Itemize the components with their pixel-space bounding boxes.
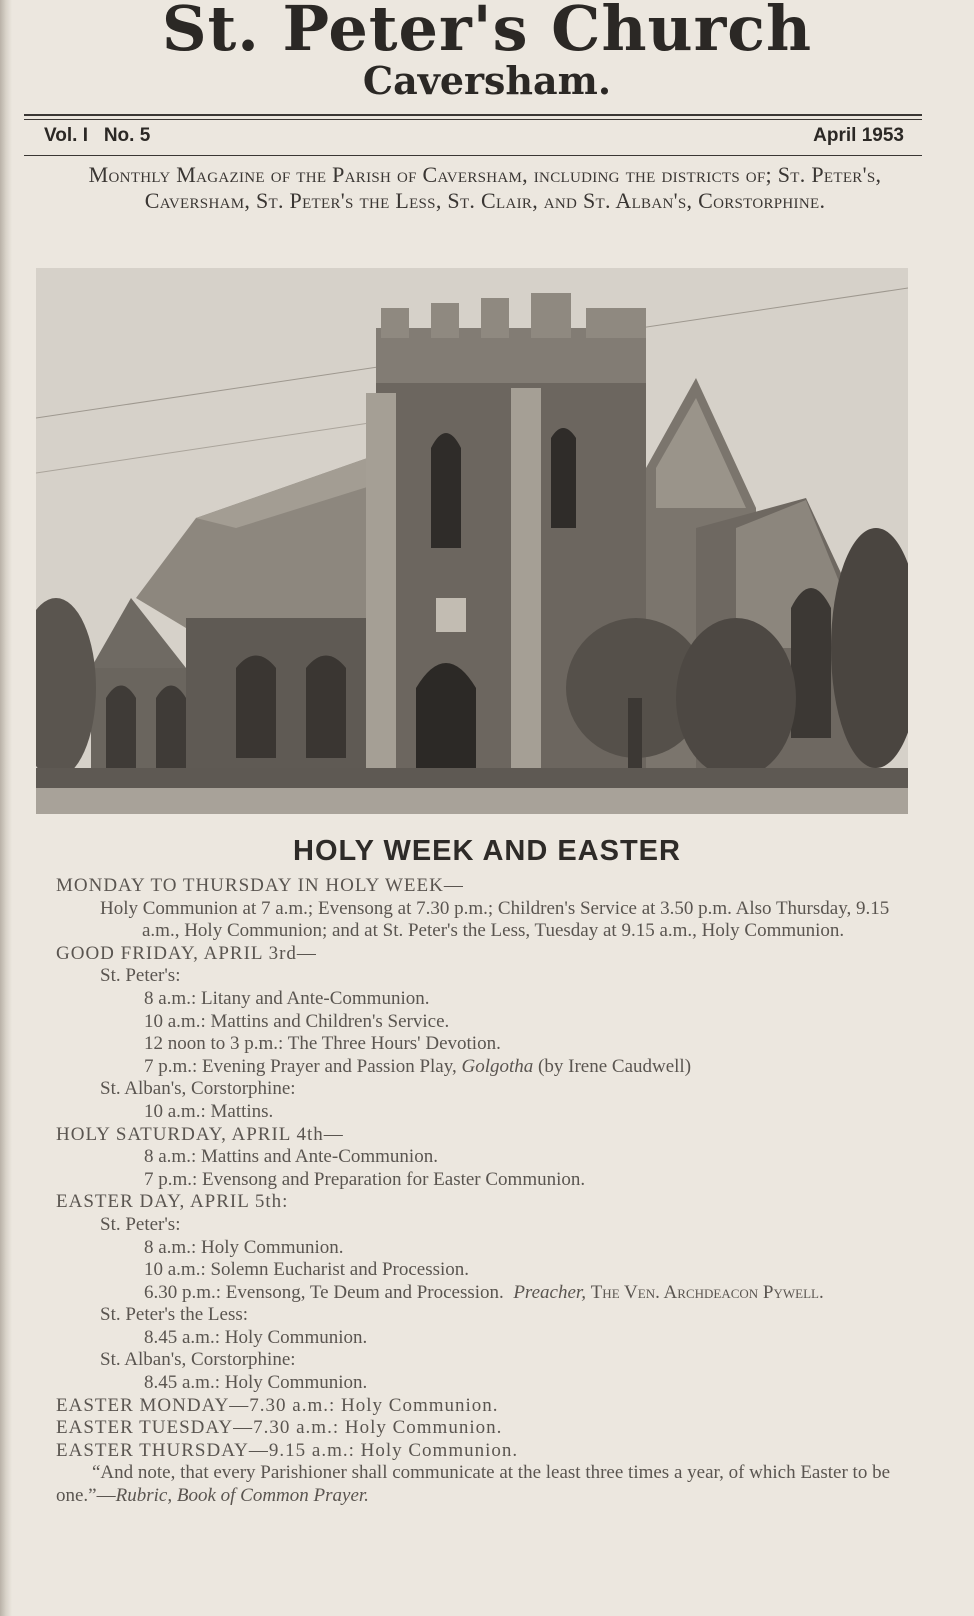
easter-tuesday: EASTER TUESDAY—7.30 a.m.: Holy Communion. [56, 1417, 503, 1439]
issue-number: No. 5 [103, 125, 151, 146]
issue-volume-number [44, 125, 150, 147]
easter-day-title: EASTER DAY, APRIL 5th: [56, 1191, 289, 1213]
top-rule-thin [24, 119, 922, 120]
good-friday-evening [56, 1056, 906, 1079]
passion-play-title: Golgotha [461, 1055, 534, 1077]
good-friday-st-peters: St. Peter's: [100, 965, 181, 987]
good-friday-item-3: 12 noon to 3 p.m.: The Three Hours' Devotion. [144, 1033, 501, 1055]
preacher-label: Preacher, [513, 1281, 586, 1303]
good-friday-st-albans-item: 10 a.m.: Mattins. [144, 1100, 274, 1122]
magazine-description: Monthly Magazine of the Parish of Caversham, including the districts of; St. Peter's, Caversham, St. Peter's the Less, St. Clair, and St. Alban's, Corstorphine. [88, 162, 882, 213]
holy-saturday-item-2: 7 p.m.: Evensong and Preparation for Easter Communion. [144, 1168, 586, 1190]
mon-thu-text: Holy Communion at 7 a.m.; Evensong at 7.30 p.m.; Children's Service at 3.50 p.m. Also Thursday, 9.15 a.m., Holy Communion; and at St. Peter's the Less, Tuesday at 9.15 a.m., Holy Communion. [100, 897, 890, 942]
easter-day-item-2: 10 a.m.: Solemn Eucharist and Procession. [144, 1259, 470, 1281]
easter-evensong-text: 6.30 p.m.: Evensong, Te Deum and Procession. [144, 1281, 504, 1303]
holy-saturday-title: HOLY SATURDAY, APRIL 4th— [56, 1123, 344, 1145]
church-photograph [36, 268, 908, 814]
bottom-rule [24, 155, 922, 156]
top-rule [24, 114, 922, 116]
easter-day-item-1: 8 a.m.: Holy Communion. [144, 1236, 344, 1258]
easter-day-evensong [56, 1282, 906, 1305]
rubric-quote [20, 1462, 906, 1507]
easter-monday: EASTER MONDAY—7.30 a.m.: Holy Communion. [56, 1394, 499, 1416]
section-heading: HOLY WEEK AND EASTER [293, 835, 681, 867]
preacher-name: The Ven. Archdeacon Pywell. [590, 1281, 824, 1303]
easter-day-st-peters-less: St. Peter's the Less: [100, 1304, 249, 1326]
good-friday-st-albans: St. Alban's, Corstorphine: [100, 1078, 296, 1100]
good-friday-evening-text: 7 p.m.: Evening Prayer and Passion Play, [144, 1055, 457, 1077]
easter-day-st-peters-less-item: 8.45 a.m.: Holy Communion. [144, 1326, 368, 1348]
rubric-quote-text: “And note, that every Parishioner shall communicate at the least three times a year, of which Easter to be one.”— [56, 1462, 891, 1507]
masthead-title: St. Peter's Church [161, 0, 813, 65]
mon-thu-title: MONDAY TO THURSDAY IN HOLY WEEK— [56, 875, 464, 896]
page-edge-shadow [0, 0, 12, 1616]
passion-play-author: (by Irene Caudwell) [538, 1055, 692, 1077]
issue-date: April 1953 [813, 125, 904, 146]
holy-saturday-item-1: 8 a.m.: Mattins and Ante-Communion. [144, 1146, 438, 1168]
church-illustration [36, 268, 908, 814]
good-friday-item-1: 8 a.m.: Litany and Ante-Communion. [144, 987, 430, 1009]
masthead-subtitle: Caversham. [362, 58, 612, 103]
issue-volume: Vol. I [44, 125, 88, 146]
easter-thursday: EASTER THURSDAY—9.15 a.m.: Holy Communion. [56, 1439, 519, 1461]
good-friday-title: GOOD FRIDAY, APRIL 3rd— [56, 942, 317, 964]
rubric-quote-source: Rubric, Book of Common Prayer. [115, 1485, 369, 1507]
service-schedule [56, 875, 906, 1508]
easter-day-st-peters: St. Peter's: [100, 1213, 181, 1235]
easter-day-st-albans: St. Alban's, Corstorphine: [100, 1349, 296, 1371]
easter-day-st-albans-item: 8.45 a.m.: Holy Communion. [144, 1372, 368, 1394]
good-friday-item-2: 10 a.m.: Mattins and Children's Service. [144, 1010, 450, 1032]
